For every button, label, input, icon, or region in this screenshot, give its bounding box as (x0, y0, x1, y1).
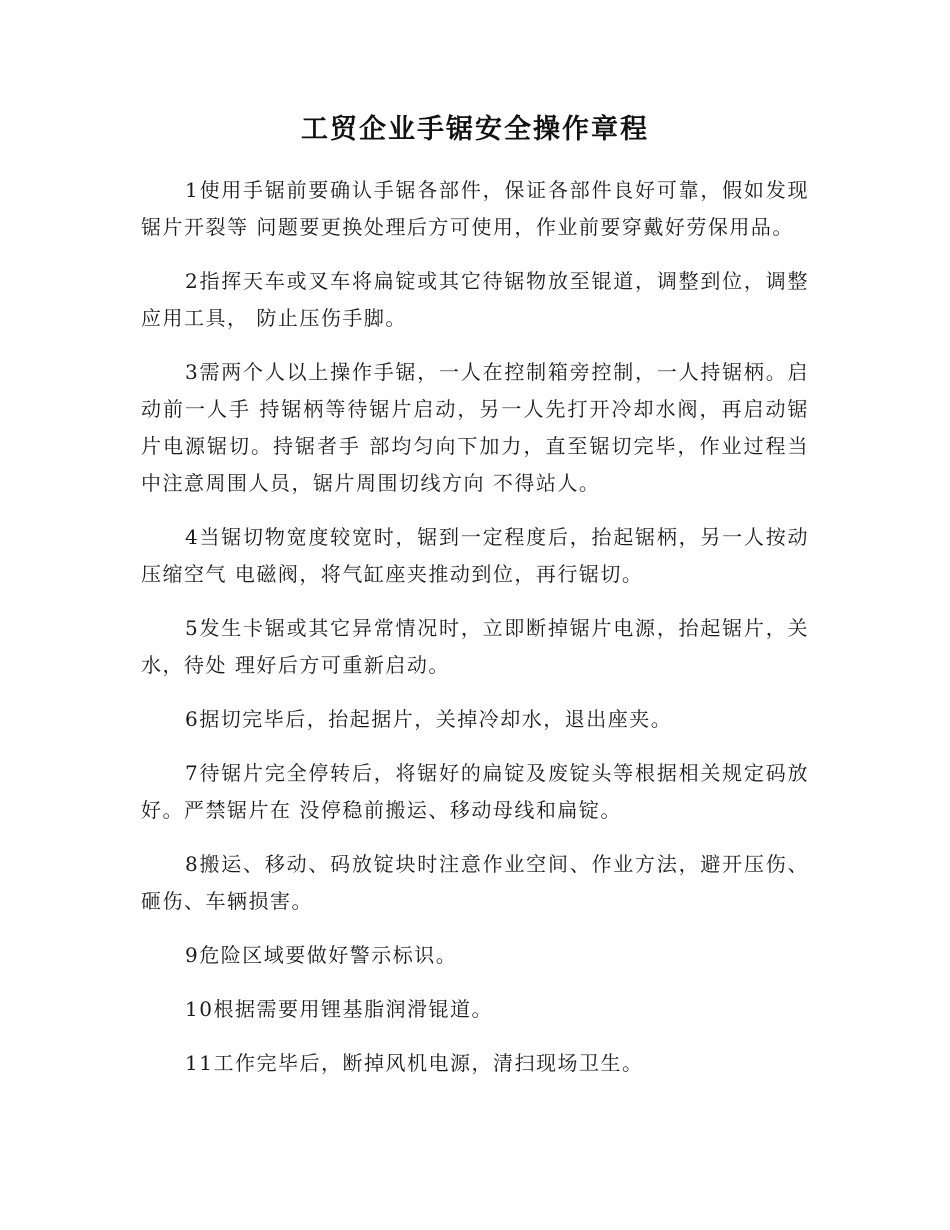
paragraph-8: 8搬运、移动、码放锭块时注意作业空间、作业方法，避开压伤、砸伤、车辆损害。 (141, 852, 809, 913)
paragraph-6: 6据切完毕后，抬起据片，关掉冷却水，退出座夹。 (185, 707, 673, 731)
paragraph-3: 3需两个人以上操作手锯，一人在控制箱旁控制，一人持锯柄。启动前一人手 持锯柄等待锯片启动，另一人先打开冷却水阀，再启动锯片电源锯切。持锯者手 部均匀向下加力，直至锯切完毕，作业过程当中注意周围人员，锯片周围切线方向 不得站人。 (141, 360, 809, 495)
paragraph-4: 4当锯切物宽度较宽时，锯到一定程度后，抬起锯柄，另一人按动压缩空气 电磁阀，将气缸座夹推动到位，再行锯切。 (141, 525, 809, 586)
paragraph-2: 2指挥天车或叉车将扁锭或其它待锯物放至锟道，调整到位，调整应用工具， 防止压伤手脚。 (141, 269, 809, 330)
document-title: 工贸企业手锯安全操作章程 (301, 114, 649, 145)
paragraph-5: 5发生卡锯或其它异常情况时，立即断掉锯片电源，抬起锯片，关水，待处 理好后方可重新启动。 (141, 616, 809, 677)
paragraph-1: 1使用手锯前要确认手锯各部件，保证各部件良好可靠，假如发现锯片开裂等 问题要更换处理后方可使用，作业前要穿戴好劳保用品。 (141, 178, 809, 239)
document-page (141, 110, 809, 1099)
paragraph-9: 9危险区域要做好警示标识。 (185, 943, 458, 967)
paragraph-11: 11工作完毕后，断掉风机电源，清扫现场卫生。 (185, 1051, 644, 1075)
paragraph-7: 7待锯片完全停转后，将锯好的扁锭及废锭头等根据相关规定码放好。严禁锯片在 没停稳前搬运、移动母线和扁锭。 (141, 761, 809, 822)
paragraph-10: 10根据需要用锂基脂润滑锟道。 (185, 997, 493, 1021)
